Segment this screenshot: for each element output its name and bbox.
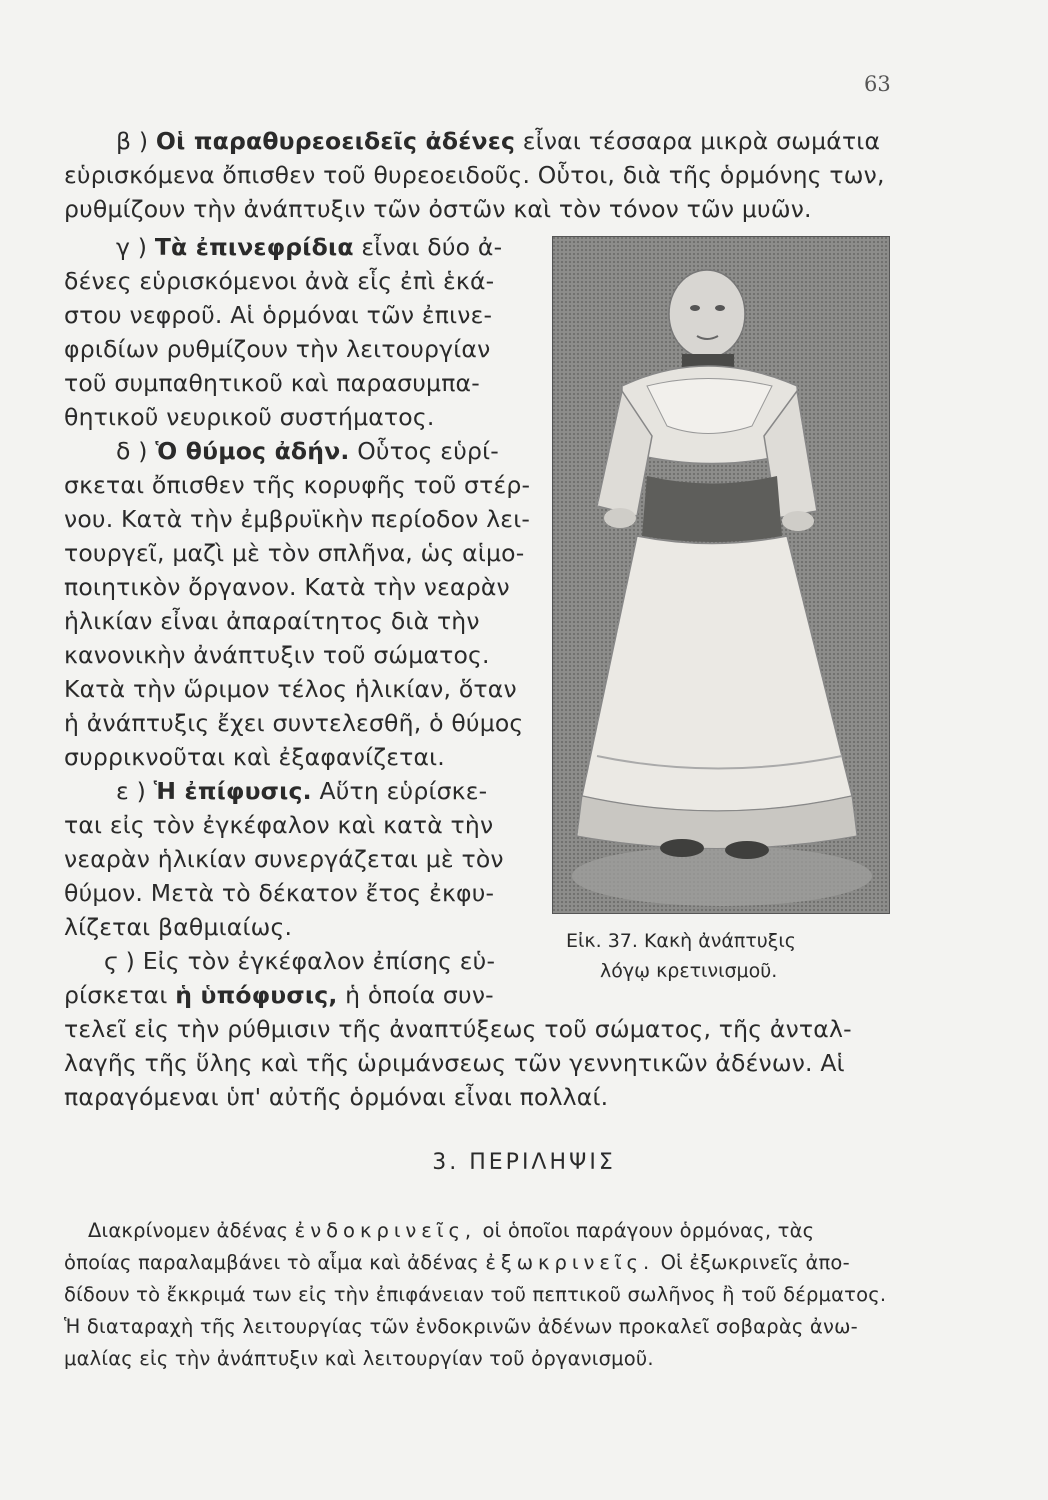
paragraph-gamma-line: θητικοῦ νευρικοῦ συστήματος. xyxy=(64,403,435,431)
paragraph-text: ρίσκεται xyxy=(64,981,168,1009)
term-pineal: Ἡ ἐπίφυσις. xyxy=(153,777,312,805)
paragraph-delta-line: ἡλικίαν εἶναι ἀπαραίτητος διὰ τὴν xyxy=(64,607,480,635)
summary-text: οἱ ὁποῖοι παράγουν ὁρμόνας, τὰς xyxy=(482,1219,815,1242)
paragraph-epsilon-line: θύμον. Μετὰ τὸ δέκατον ἔτος ἐκφυ- xyxy=(64,879,495,907)
paragraph-delta-line: συρρικνοῦται καὶ ἐξαφανίζεται. xyxy=(64,743,445,771)
child-head xyxy=(669,270,745,358)
paragraph-beta-line: εὑρισκόμενα ὄπισθεν τοῦ θυρεοειδοῦς. Οὗτοι, διὰ τῆς ὁρμόνης των, xyxy=(64,161,885,189)
page-number: 63 xyxy=(864,72,891,96)
paragraph-text: Οὗτος εὑρί- xyxy=(357,437,499,465)
paragraph-text: εἶναι δύο ἀ- xyxy=(361,233,503,261)
paragraph-delta-line: κανονικὴν ἀνάπτυξιν τοῦ σώματος. xyxy=(64,641,490,669)
paragraph-delta-line: νου. Κατὰ τὴν ἐμβρυϊκὴν περίοδον λει- xyxy=(64,505,531,533)
figure-photo-child xyxy=(552,236,890,914)
paragraph-epsilon-line: νεαρὰν ἡλικίαν συνεργάζεται μὲ τὸν xyxy=(64,845,504,873)
summary-line: δίδουν τὸ ἔκκριμά των εἰς τὴν ἐπιφάνειαν τοῦ πεπτικοῦ σωλῆνος ἢ τοῦ δέρματος. xyxy=(64,1283,887,1306)
paragraph-beta-line: ρυθμίζουν τὴν ἀνάπτυξιν τῶν ὀστῶν καὶ τὸν τόνον τῶν μυῶν. xyxy=(64,195,812,223)
paragraph-text: Αὕτη εὑρίσκε- xyxy=(319,777,488,805)
summary-spaced-term: ἐνδοκρινεῖς, xyxy=(294,1219,477,1242)
summary-text: Διακρίνομεν ἀδένας xyxy=(88,1219,289,1242)
item-marker: ϛ ) xyxy=(104,947,136,975)
paragraph-delta-line: σκεται ὄπισθεν τῆς κορυφῆς τοῦ στέρ- xyxy=(64,471,531,499)
item-marker: ε ) xyxy=(116,777,146,805)
paragraph-stigma-line xyxy=(104,946,495,976)
paragraph-epsilon-line xyxy=(116,776,487,806)
paragraph-epsilon-line: λίζεται βαθμιαίως. xyxy=(64,913,293,941)
paragraph-delta-line: τουργεῖ, μαζὶ μὲ τὸν σπλῆνα, ὡς αἱμο- xyxy=(64,539,525,567)
summary-text: ὁποίας παραλαμβάνει τὸ αἷμα καὶ ἀδένας xyxy=(64,1251,479,1274)
paragraph-gamma-line xyxy=(116,232,502,262)
term-adrenals: Τὰ ἐπινεφρίδια xyxy=(154,233,354,261)
paragraph-text: εἶναι τέσσαρα μικρὰ σωμάτια xyxy=(522,127,881,155)
summary-text: Οἱ ἐξωκρινεῖς ἀπο- xyxy=(660,1251,850,1274)
paragraph-stigma-line xyxy=(64,980,494,1010)
paragraph-stigma-line: παραγόμεναι ὑπ' αὐτῆς ὁρμόναι εἶναι πολλαί. xyxy=(64,1083,609,1111)
item-marker: β ) xyxy=(116,127,149,155)
paragraph-gamma-line: φριδίων ρυθμίζουν τὴν λειτουργίαν xyxy=(64,335,491,363)
paragraph-stigma-line: τελεῖ εἰς τὴν ρύθμισιν τῆς ἀναπτύξεως τοῦ σώματος, τῆς ἀνταλ- xyxy=(64,1015,852,1043)
summary-heading: 3. ΠΕΡΙΛΗΨΙΣ xyxy=(432,1150,616,1175)
paragraph-delta-line: ποιητικὸν ὄργανον. Κατὰ τὴν νεαρὰν xyxy=(64,573,510,601)
summary-line xyxy=(88,1216,814,1246)
paragraph-text: ἡ ὁποία συν- xyxy=(345,981,494,1009)
paragraph-delta-line: ἡ ἀνάπτυξις ἔχει συντελεσθῆ, ὁ θύμος xyxy=(64,709,524,737)
paragraph-stigma-line: λαγῆς τῆς ὕλης καὶ τῆς ὡριμάνσεως τῶν γεννητικῶν ἀδένων. Αἱ xyxy=(64,1049,845,1077)
paragraph-gamma-line: τοῦ συμπαθητικοῦ καὶ παρασυμπα- xyxy=(64,369,480,397)
summary-line: Ἡ διαταραχὴ τῆς λειτουργίας τῶν ἐνδοκρινῶν ἀδένων προκαλεῖ σοβαρὰς ἀνω- xyxy=(64,1315,858,1338)
figure-caption-line: Εἰκ. 37. Κακὴ ἀνάπτυξις xyxy=(566,930,796,952)
paragraph-gamma-line: δένες εὑρισκόμενοι ἀνὰ εἷς ἐπὶ ἑκά- xyxy=(64,267,495,295)
summary-line xyxy=(64,1248,850,1278)
figure-caption-line: λόγῳ κρετινισμοῦ. xyxy=(600,960,778,982)
summary-line: μαλίας εἰς τὴν ἀνάπτυξιν καὶ λειτουργίαν τοῦ ὀργανισμοῦ. xyxy=(64,1347,654,1370)
term-thymus: Ὁ θύμος ἀδήν. xyxy=(155,437,350,465)
paragraph-text: Εἰς τὸν ἐγκέφαλον ἐπίσης εὑ- xyxy=(142,947,496,975)
item-marker: γ ) xyxy=(116,233,148,261)
paragraph-delta-line xyxy=(116,436,499,466)
term-parathyroid: Οἱ παραθυρεοειδεῖς ἀδένες xyxy=(155,127,516,155)
term-pituitary: ἡ ὑπόφυσις, xyxy=(175,981,338,1009)
summary-spaced-term: ἐξωκρινεῖς. xyxy=(485,1251,655,1274)
paragraph-gamma-line: στου νεφροῦ. Αἱ ὁρμόναι τῶν ἐπινε- xyxy=(64,301,493,329)
paragraph-beta-line xyxy=(116,126,880,156)
paragraph-epsilon-line: ται εἰς τὸν ἐγκέφαλον καὶ κατὰ τὴν xyxy=(64,811,494,839)
paragraph-delta-line: Κατὰ τὴν ὥριμον τέλος ἡλικίαν, ὅταν xyxy=(64,675,517,703)
item-marker: δ ) xyxy=(116,437,148,465)
